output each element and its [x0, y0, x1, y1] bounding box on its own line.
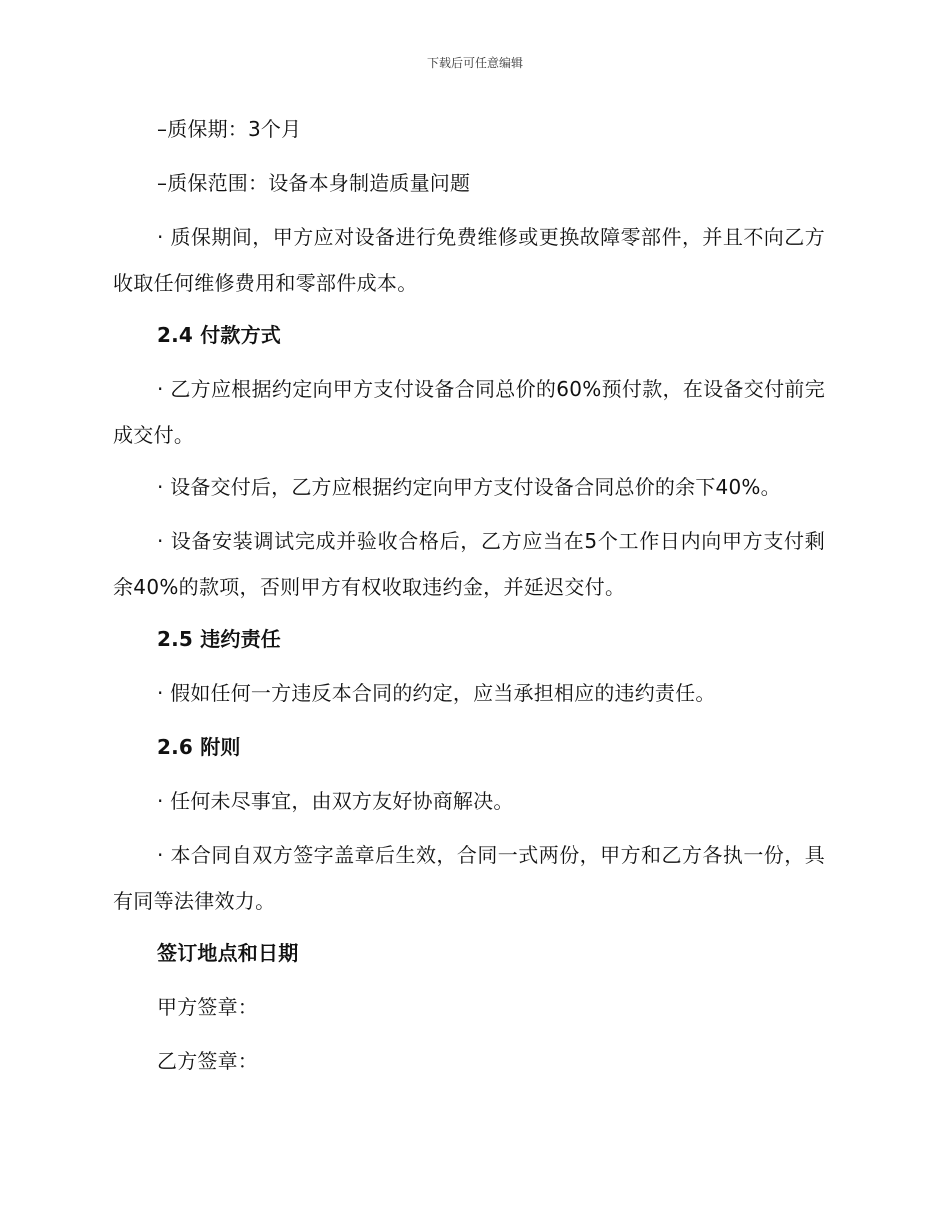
payment-advance-paragraph: · 乙方应根据约定向甲方支付设备合同总价的60%预付款，在设备交付前完成交付。 — [113, 377, 825, 447]
misc-line-1: · 任何未尽事宜，由双方友好协商解决。 — [157, 789, 514, 813]
section-heading-breach: 2.5 违约责任 — [157, 627, 281, 651]
misc-paragraph-2: · 本合同自双方签字盖章后生效，合同一式两份，甲方和乙方各执一份，具有同等法律效力。 — [113, 843, 825, 913]
party-a-signature-line: 甲方签章： — [157, 995, 258, 1019]
header-note: 下载后可任意编辑 — [426, 56, 523, 70]
payment-balance-line: · 设备交付后，乙方应根据约定向甲方支付设备合同总价的余下40%。 — [157, 475, 781, 499]
section-heading-signing: 签订地点和日期 — [157, 941, 299, 965]
section-heading-misc: 2.6 附则 — [157, 735, 241, 759]
section-heading-payment: 2.4 付款方式 — [157, 323, 281, 347]
payment-final-paragraph: · 设备安装调试完成并验收合格后，乙方应当在5个工作日内向甲方支付剩余40%的款项，否则甲方有权收取违约金，并延迟交付。 — [113, 529, 825, 599]
warranty-scope-line: –质保范围：设备本身制造质量问题 — [157, 171, 471, 195]
breach-line: · 假如任何一方违反本合同的约定，应当承担相应的违约责任。 — [157, 681, 716, 705]
party-b-signature-line: 乙方签章： — [157, 1049, 258, 1073]
warranty-period-line: –质保期：3个月 — [157, 117, 302, 141]
warranty-obligation-paragraph: · 质保期间，甲方应对设备进行免费维修或更换故障零部件，并且不向乙方收取任何维修费用和零部件成本。 — [113, 225, 825, 295]
document-body — [113, 108, 825, 1094]
